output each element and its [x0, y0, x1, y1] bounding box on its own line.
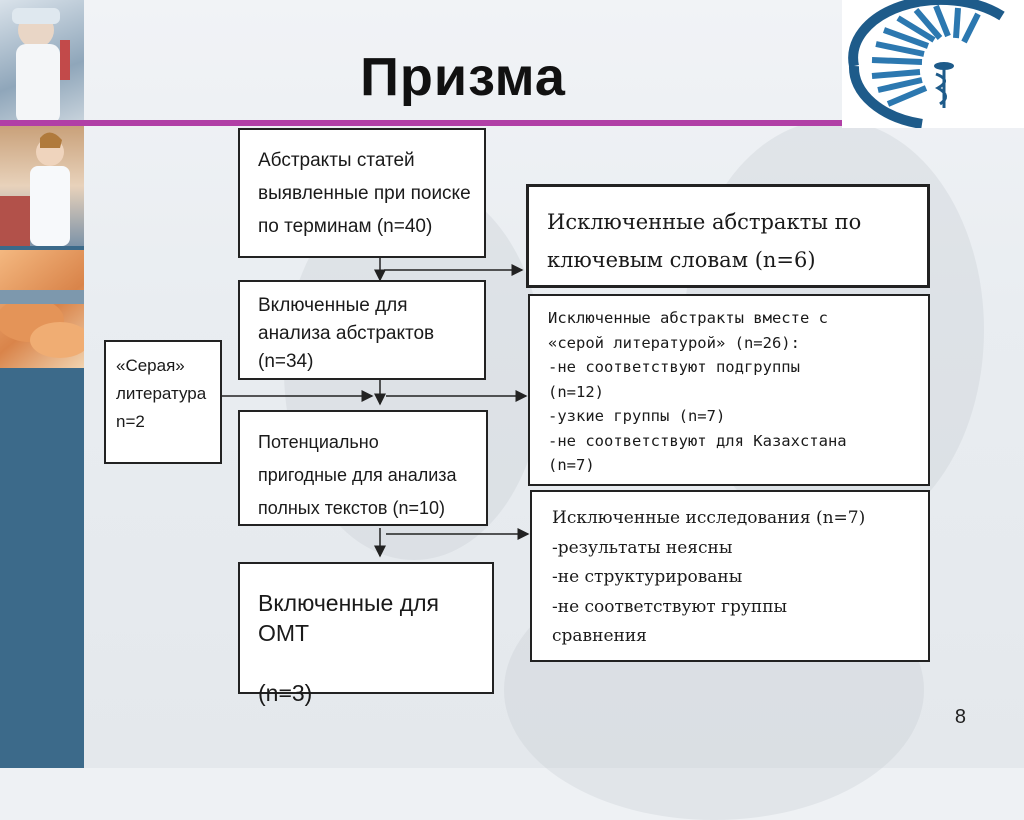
box-potential-text: Потенциально пригодные для анализа полных текстов (n=10) [258, 432, 457, 518]
box-excluded-studies-text: Исключенные исследования (n=7) -результаты неясны -не структурированы -не соответствуют группы сравнения [552, 508, 866, 646]
box-search-text: Абстракты статей выявленные при поиске по терминам (n=40) [258, 150, 471, 237]
box-included-omt [238, 562, 494, 706]
title-divider [0, 120, 842, 126]
page-number: 8 [954, 706, 966, 728]
box-excluded-grey-text: Исключенные абстракты вместе с «серой литературой» (n=26): -не соответствуют подгруппы (n=12) -узкие группы (n=7) -не соответствуют для Казахстана (n=7) [548, 309, 847, 474]
box-included-abstracts [238, 280, 486, 380]
slide-title: Призма [360, 47, 566, 107]
box-grey-literature-text: «Серая» литература n=2 [116, 356, 207, 431]
box-excluded-grey [528, 294, 930, 486]
medical-caduceus-logo [842, 0, 1024, 128]
box-search-results [238, 128, 486, 258]
box-potential-full-texts [238, 410, 488, 526]
box-omt-text: Включенные для ОМТ (n=3) [258, 590, 440, 706]
nurse-photo [0, 126, 84, 246]
hands-photo [0, 250, 84, 368]
box-excluded-studies [530, 490, 930, 662]
logo-area [842, 0, 1024, 128]
box-grey-literature [104, 340, 222, 464]
box-excluded-keywords [526, 184, 930, 288]
box-excluded-keywords-text: Исключенные абстракты по ключевым словам (n=6) [547, 210, 862, 272]
box-included-abstracts-text: Включенные для анализа абстрактов (n=34) [258, 295, 435, 372]
doctor-photo [0, 0, 84, 122]
